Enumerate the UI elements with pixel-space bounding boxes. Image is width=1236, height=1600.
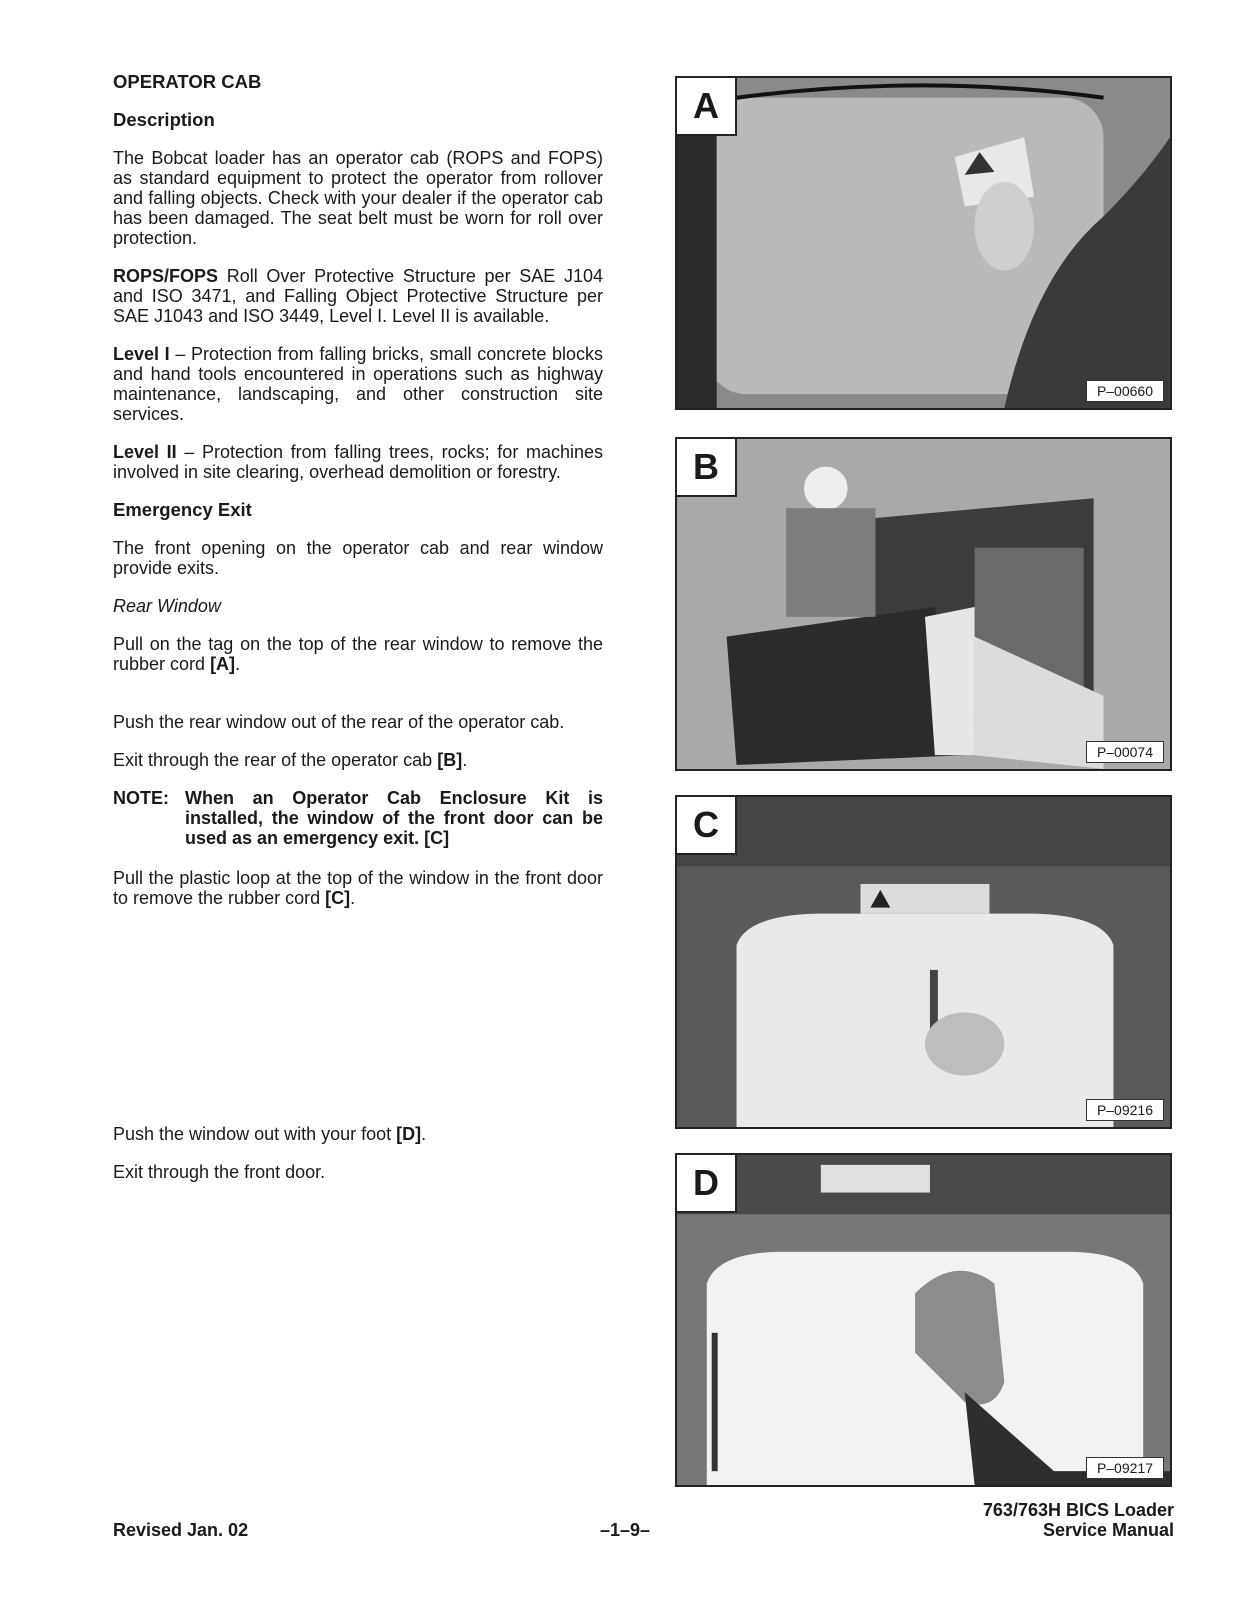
period: . (235, 654, 241, 674)
level2-text: – Protection from falling trees, rocks; for machines involved in site clearing, overhead demolition or forestry. (113, 442, 603, 482)
rear-window-heading: Rear Window (113, 596, 221, 616)
pull-tag-paragraph (113, 634, 603, 674)
exit-rear-text: Exit through the rear of the operator cab (113, 750, 438, 770)
note-label: NOTE: (113, 788, 169, 808)
description-paragraph: The Bobcat loader has an operator cab (ROPS and FOPS) as standard equipment to protect the operator from rollover and falling objects. Check with your dealer if the operator cab has been damaged. The seat belt must be worn for roll over protection. (113, 148, 603, 248)
level1-paragraph (113, 344, 603, 424)
pull-tag-text: Pull on the tag on the top of the rear window to remove the rubber cord (113, 634, 603, 674)
figure-letter: D (677, 1155, 737, 1213)
figure-d-photo (675, 1153, 1172, 1487)
photo-code: P–09217 (1086, 1457, 1164, 1479)
front-window-loop-image (677, 797, 1170, 1127)
photo-code: P–00074 (1086, 741, 1164, 763)
manual-title (983, 1500, 1174, 1540)
pull-loop-paragraph (113, 868, 603, 908)
emergency-heading: Emergency Exit (113, 499, 252, 520)
note-block (113, 788, 603, 848)
description-heading: Description (113, 109, 215, 130)
note-text: When an Operator Cab Enclosure Kit is installed, the window of the front door can be used as an emergency exit. [C] (185, 788, 603, 848)
page-number: –1–9– (600, 1520, 651, 1540)
push-foot-paragraph (113, 1124, 603, 1144)
push-foot-text: Push the window out with your foot (113, 1124, 397, 1144)
revision-date: Revised Jan. 02 (113, 1520, 249, 1540)
period: . (350, 888, 356, 908)
figure-c-photo (675, 795, 1172, 1129)
figure-ref: [D] (396, 1124, 422, 1144)
level2-paragraph (113, 442, 603, 482)
foot-push-window-image (677, 1155, 1170, 1485)
operator-exiting-image (677, 439, 1170, 769)
rops-text: Roll Over Protective Structure per SAE J104 and ISO 3471, and Falling Object Protective Structure per SAE J1043 and ISO 3449, Level I. Level II is available. (113, 266, 603, 326)
manual-title-line1: 763/763H BICS Loader (982, 1500, 1174, 1520)
section-title: OPERATOR CAB (113, 71, 262, 92)
pull-loop-text: Pull the plastic loop at the top of the window in the front door to remove the rubber cord (113, 868, 603, 908)
level2-term: Level II (113, 442, 177, 462)
figure-b-photo (675, 437, 1172, 771)
rops-term: ROPS/FOPS (113, 266, 219, 286)
manual-title-line2: Service Manual (1042, 1520, 1174, 1540)
rops-paragraph (113, 266, 603, 326)
figure-letter: B (677, 439, 737, 497)
rear-window-tag-image (677, 78, 1170, 408)
period: . (421, 1124, 427, 1144)
period: . (462, 750, 468, 770)
figure-ref: [A] (210, 654, 236, 674)
figure-letter: A (677, 78, 737, 136)
figure-ref: [C] (325, 888, 351, 908)
text-column (113, 72, 603, 1200)
photo-code: P–00660 (1086, 380, 1164, 402)
level1-text: – Protection from falling bricks, small concrete blocks and hand tools encountered in operations such as highway maintenance, landscaping, and other construction site services. (113, 344, 603, 424)
figure-ref: [B] (437, 750, 463, 770)
exit-front-paragraph: Exit through the front door. (113, 1162, 326, 1182)
emergency-paragraph: The front opening on the operator cab and rear window provide exits. (113, 538, 603, 578)
photo-code: P–09216 (1086, 1099, 1164, 1121)
exit-rear-paragraph (113, 750, 603, 770)
push-rear-paragraph: Push the rear window out of the rear of the operator cab. (113, 712, 565, 732)
figure-a-photo (675, 76, 1172, 410)
level1-term: Level I (113, 344, 170, 364)
figure-letter: C (677, 797, 737, 855)
